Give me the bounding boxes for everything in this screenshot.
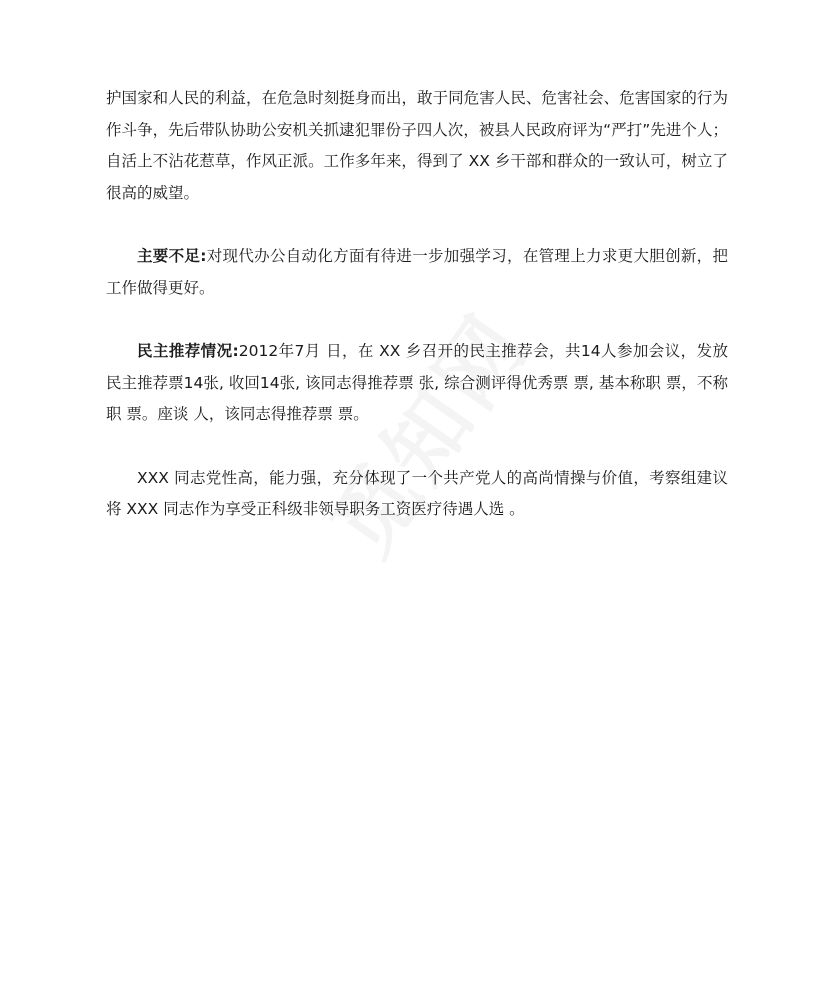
- section-label-recommendation: 民主推荐情况:: [137, 342, 239, 360]
- section-label-shortcomings: 主要不足:: [137, 247, 207, 265]
- paragraph-text: XXX 同志党性高，能力强，充分体现了一个共产党人的高尚情操与价值，考察组建议将 XXX 同志作为享受正科级非领导职务工资医疗待遇人选 。: [106, 468, 728, 518]
- paragraph-democratic-recommendation: [106, 336, 728, 431]
- document-body: [106, 83, 728, 526]
- paragraph-merits-continued: [106, 83, 728, 209]
- paragraph-shortcomings: [106, 241, 728, 304]
- paragraph-text: 2012年7月 日，在 XX 乡召开的民主推荐会，共14人参加会议，发放民主推荐票14张, 收回14张, 该同志得推荐票 张, 综合测评得优秀票 票, 基本称职 票，不称职 票。座谈 人，该同志得推荐票 票。: [106, 342, 728, 423]
- paragraph-text: 对现代办公自动化方面有待进一步加强学习，在管理上力求更大胆创新，把工作做得更好。: [106, 247, 728, 297]
- paragraph-conclusion: [106, 463, 728, 526]
- paragraph-text: 护国家和人民的利益，在危急时刻挺身而出，敢于同危害人民、危害社会、危害国家的行为作斗争，先后带队协助公安机关抓逮犯罪份子四人次，被县人民政府评为“严打”先进个人；自活上不沾花惹草，作风正派。工作多年来，得到了 XX 乡干部和群众的一致认可，树立了很高的威望。: [106, 89, 728, 202]
